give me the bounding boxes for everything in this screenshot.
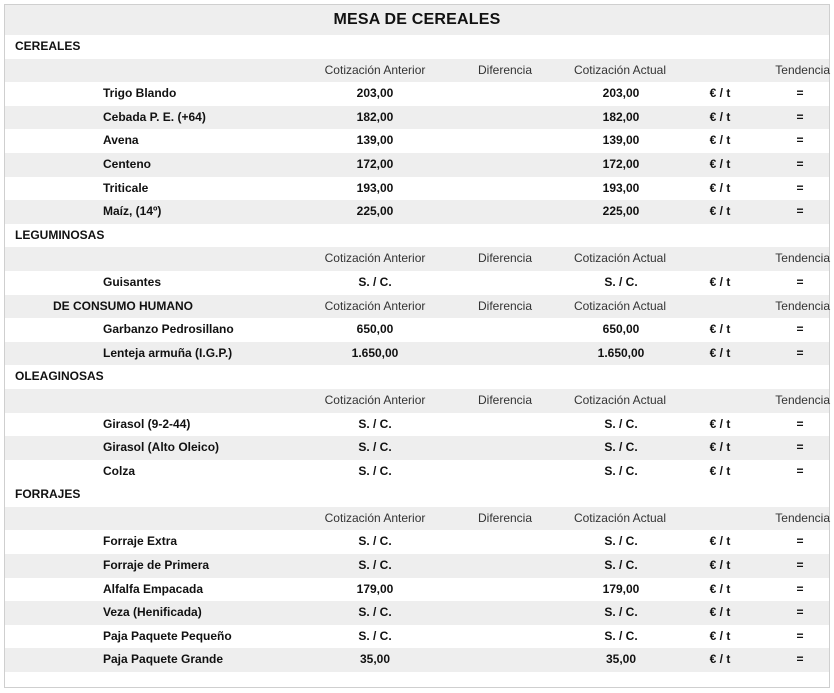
price-unit: € / t bbox=[709, 204, 731, 219]
header-cotizacion-anterior: Cotización Anterior bbox=[324, 298, 426, 313]
current-price: S. / C. bbox=[604, 534, 638, 549]
price-unit: € / t bbox=[709, 322, 731, 337]
header-diferencia: Diferencia bbox=[477, 510, 533, 525]
previous-price: 139,00 bbox=[356, 133, 394, 148]
header-cotizacion-actual: Cotización Actual bbox=[573, 298, 667, 313]
price-table bbox=[4, 4, 830, 688]
page-title: MESA DE CEREALES bbox=[5, 5, 829, 35]
trend-value: = bbox=[796, 652, 804, 667]
previous-price: 172,00 bbox=[356, 156, 394, 171]
price-unit: € / t bbox=[709, 534, 731, 549]
header-cotizacion-actual: Cotización Actual bbox=[573, 392, 667, 407]
trend-value: = bbox=[796, 86, 804, 101]
table-row bbox=[5, 200, 829, 224]
table-row bbox=[5, 460, 829, 484]
current-price: 139,00 bbox=[602, 133, 640, 148]
previous-price: S. / C. bbox=[358, 440, 392, 455]
header-diferencia: Diferencia bbox=[477, 251, 533, 266]
section-header bbox=[5, 224, 829, 248]
header-tendencia: Tendencia bbox=[775, 298, 830, 313]
current-price: 35,00 bbox=[605, 652, 637, 667]
previous-price: S. / C. bbox=[358, 558, 392, 573]
product-name: Centeno bbox=[103, 156, 151, 171]
table-row bbox=[5, 578, 829, 602]
previous-price: S. / C. bbox=[358, 416, 392, 431]
header-cotizacion-anterior: Cotización Anterior bbox=[324, 251, 426, 266]
product-name: Paja Paquete Pequeño bbox=[103, 628, 232, 643]
product-name: Trigo Blando bbox=[103, 86, 177, 101]
trend-value: = bbox=[796, 204, 804, 219]
header-cotizacion-anterior: Cotización Anterior bbox=[324, 510, 426, 525]
header-diferencia: Diferencia bbox=[477, 298, 533, 313]
current-price: 203,00 bbox=[602, 86, 640, 101]
current-price: S. / C. bbox=[604, 274, 638, 289]
product-name: Paja Paquete Grande bbox=[103, 652, 224, 667]
header-tendencia: Tendencia bbox=[775, 251, 830, 266]
price-unit: € / t bbox=[709, 109, 731, 124]
previous-price: 179,00 bbox=[356, 581, 394, 596]
previous-price: 225,00 bbox=[356, 204, 394, 219]
table-row bbox=[5, 436, 829, 460]
trend-value: = bbox=[796, 463, 804, 478]
header-cotizacion-anterior: Cotización Anterior bbox=[324, 62, 426, 77]
current-price: S. / C. bbox=[604, 440, 638, 455]
product-name: Colza bbox=[103, 463, 136, 478]
price-unit: € / t bbox=[709, 581, 731, 596]
header-cotizacion-anterior: Cotización Anterior bbox=[324, 392, 426, 407]
column-header-row bbox=[5, 507, 829, 531]
product-name: Guisantes bbox=[103, 274, 162, 289]
previous-price: S. / C. bbox=[358, 628, 392, 643]
price-unit: € / t bbox=[709, 274, 731, 289]
trend-value: = bbox=[796, 628, 804, 643]
header-tendencia: Tendencia bbox=[775, 392, 830, 407]
price-unit: € / t bbox=[709, 180, 731, 195]
product-name: Alfalfa Empacada bbox=[103, 581, 204, 596]
trend-value: = bbox=[796, 322, 804, 337]
product-name: Veza (Henificada) bbox=[103, 605, 202, 620]
current-price: 1.650,00 bbox=[597, 345, 645, 360]
section-label: OLEAGINOSAS bbox=[15, 369, 104, 384]
table-row bbox=[5, 82, 829, 106]
table-row bbox=[5, 625, 829, 649]
table-row bbox=[5, 530, 829, 554]
table-body bbox=[5, 35, 829, 672]
previous-price: S. / C. bbox=[358, 463, 392, 478]
current-price: S. / C. bbox=[604, 416, 638, 431]
trend-value: = bbox=[796, 534, 804, 549]
current-price: 172,00 bbox=[602, 156, 640, 171]
price-unit: € / t bbox=[709, 652, 731, 667]
header-diferencia: Diferencia bbox=[477, 392, 533, 407]
column-header-row bbox=[5, 247, 829, 271]
trend-value: = bbox=[796, 440, 804, 455]
current-price: 225,00 bbox=[602, 204, 640, 219]
trend-value: = bbox=[796, 416, 804, 431]
trend-value: = bbox=[796, 345, 804, 360]
header-diferencia: Diferencia bbox=[477, 62, 533, 77]
previous-price: 650,00 bbox=[356, 322, 394, 337]
header-cotizacion-actual: Cotización Actual bbox=[573, 62, 667, 77]
table-row bbox=[5, 106, 829, 130]
header-cotizacion-actual: Cotización Actual bbox=[573, 510, 667, 525]
price-unit: € / t bbox=[709, 345, 731, 360]
table-row bbox=[5, 648, 829, 672]
current-price: 650,00 bbox=[602, 322, 640, 337]
product-name: Forraje de Primera bbox=[103, 558, 210, 573]
previous-price: S. / C. bbox=[358, 534, 392, 549]
product-name: Avena bbox=[103, 133, 139, 148]
section-header bbox=[5, 365, 829, 389]
price-unit: € / t bbox=[709, 133, 731, 148]
price-unit: € / t bbox=[709, 558, 731, 573]
product-name: Cebada P. E. (+64) bbox=[103, 109, 206, 124]
product-name: Girasol (Alto Oleico) bbox=[103, 440, 220, 455]
column-header-row bbox=[5, 295, 829, 319]
current-price: 179,00 bbox=[602, 581, 640, 596]
header-cotizacion-actual: Cotización Actual bbox=[573, 251, 667, 266]
price-unit: € / t bbox=[709, 440, 731, 455]
table-row bbox=[5, 554, 829, 578]
section-header bbox=[5, 483, 829, 507]
header-tendencia: Tendencia bbox=[775, 62, 830, 77]
current-price: 182,00 bbox=[602, 109, 640, 124]
table-row bbox=[5, 413, 829, 437]
header-tendencia: Tendencia bbox=[775, 510, 830, 525]
table-row bbox=[5, 153, 829, 177]
price-unit: € / t bbox=[709, 628, 731, 643]
price-unit: € / t bbox=[709, 86, 731, 101]
product-name: Garbanzo Pedrosillano bbox=[103, 322, 234, 337]
table-row bbox=[5, 318, 829, 342]
previous-price: 182,00 bbox=[356, 109, 394, 124]
price-unit: € / t bbox=[709, 156, 731, 171]
product-name: Girasol (9-2-44) bbox=[103, 416, 191, 431]
previous-price: 1.650,00 bbox=[351, 345, 399, 360]
price-unit: € / t bbox=[709, 605, 731, 620]
previous-price: S. / C. bbox=[358, 605, 392, 620]
subsection-label: DE CONSUMO HUMANO bbox=[53, 298, 193, 313]
table-row bbox=[5, 271, 829, 295]
column-header-row bbox=[5, 389, 829, 413]
previous-price: 193,00 bbox=[356, 180, 394, 195]
table-row bbox=[5, 177, 829, 201]
table-row bbox=[5, 342, 829, 366]
current-price: S. / C. bbox=[604, 605, 638, 620]
current-price: S. / C. bbox=[604, 558, 638, 573]
trend-value: = bbox=[796, 581, 804, 596]
section-label: FORRAJES bbox=[15, 487, 81, 502]
current-price: S. / C. bbox=[604, 463, 638, 478]
current-price: S. / C. bbox=[604, 628, 638, 643]
previous-price: 35,00 bbox=[359, 652, 391, 667]
section-label: LEGUMINOSAS bbox=[15, 227, 105, 242]
product-name: Triticale bbox=[103, 180, 149, 195]
table-row bbox=[5, 601, 829, 625]
trend-value: = bbox=[796, 605, 804, 620]
table-row bbox=[5, 129, 829, 153]
price-unit: € / t bbox=[709, 416, 731, 431]
trend-value: = bbox=[796, 156, 804, 171]
current-price: 193,00 bbox=[602, 180, 640, 195]
previous-price: 203,00 bbox=[356, 86, 394, 101]
product-name: Lenteja armuña (I.G.P.) bbox=[103, 345, 233, 360]
trend-value: = bbox=[796, 133, 804, 148]
section-label: CEREALES bbox=[15, 39, 81, 53]
product-name: Maíz, (14º) bbox=[103, 204, 162, 219]
product-name: Forraje Extra bbox=[103, 534, 178, 549]
trend-value: = bbox=[796, 180, 804, 195]
trend-value: = bbox=[796, 558, 804, 573]
previous-price: S. / C. bbox=[358, 274, 392, 289]
section-header bbox=[5, 35, 829, 59]
trend-value: = bbox=[796, 274, 804, 289]
trend-value: = bbox=[796, 109, 804, 124]
price-unit: € / t bbox=[709, 463, 731, 478]
column-header-row bbox=[5, 59, 829, 83]
